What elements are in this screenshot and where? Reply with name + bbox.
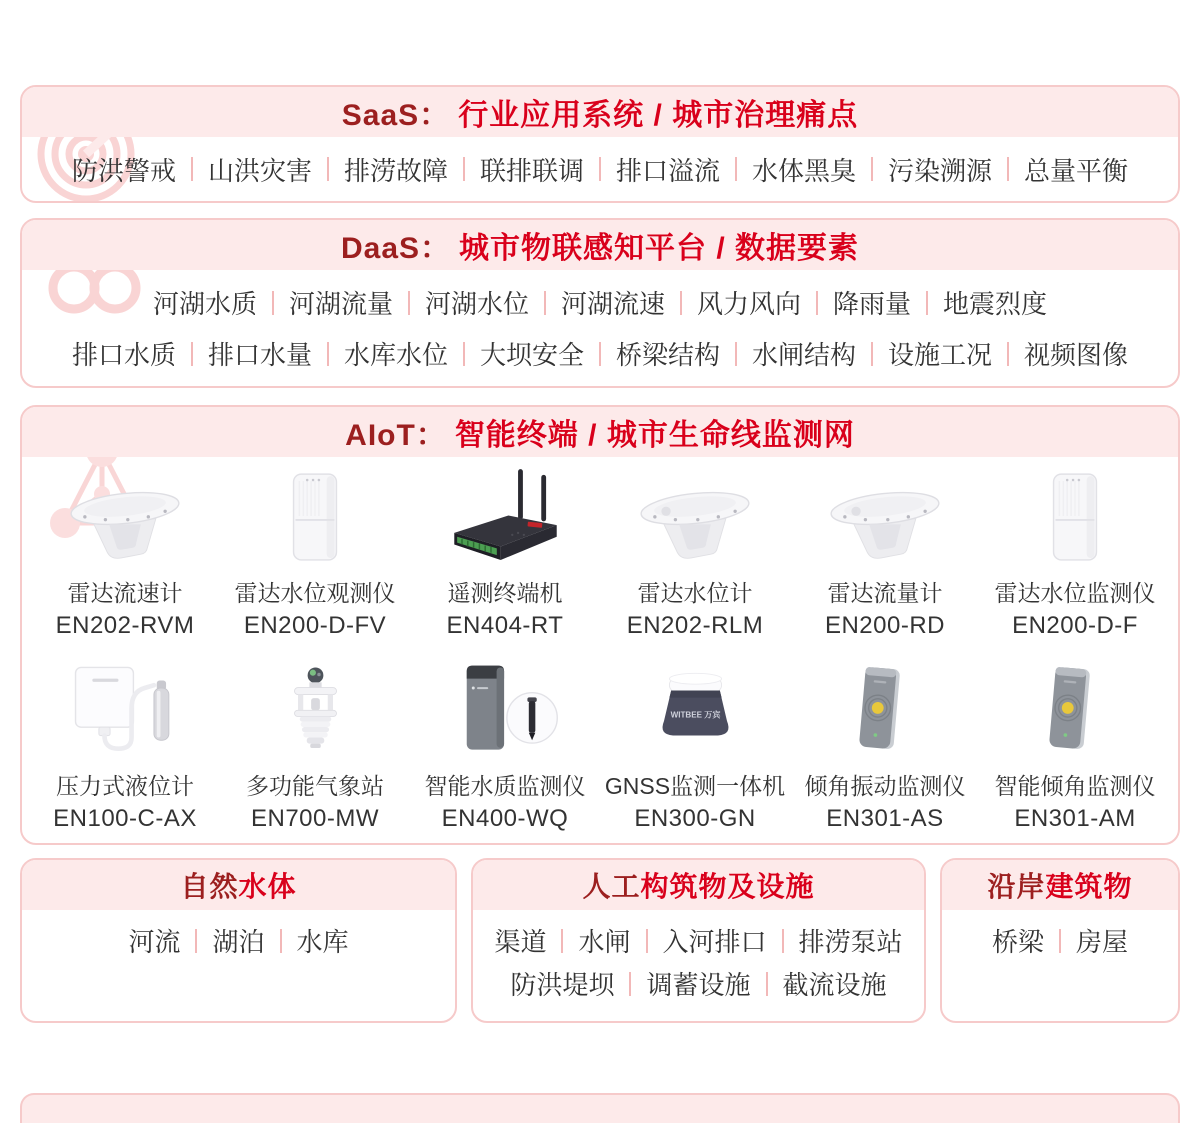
radar-flow-meter-icon bbox=[815, 463, 955, 567]
manmade-structures-row-1 bbox=[473, 922, 924, 959]
item-separator bbox=[463, 157, 465, 181]
item-separator bbox=[871, 157, 873, 181]
aiot-section bbox=[20, 405, 1180, 845]
item-separator bbox=[1007, 157, 1009, 181]
item-separator bbox=[544, 291, 546, 315]
saas-section bbox=[20, 85, 1180, 203]
manmade-structures-box bbox=[471, 858, 926, 1023]
product-model: EN301-AM bbox=[1014, 805, 1136, 832]
product-name: 雷达流速计 bbox=[67, 580, 183, 606]
item-separator bbox=[327, 157, 329, 181]
daas-section bbox=[20, 218, 1180, 388]
radar-flow-velocity-sensor-icon bbox=[55, 463, 195, 567]
list-item: 河湖水质 bbox=[152, 289, 257, 319]
saas-items-row bbox=[72, 151, 1128, 188]
gnss-brand-label: WITBEE 万宾 bbox=[670, 710, 720, 720]
item-separator bbox=[629, 972, 631, 996]
product-name: 多功能气象站 bbox=[246, 773, 384, 799]
weather-station-icon bbox=[263, 656, 368, 760]
saas-title: 行业应用系统 / 城市治理痛点 bbox=[458, 99, 859, 132]
list-item: 地震烈度 bbox=[943, 289, 1048, 319]
infographic-canvas bbox=[20, 85, 1180, 1023]
coastal-buildings-box bbox=[940, 858, 1180, 1023]
item-separator bbox=[327, 342, 329, 366]
list-item: 总量平衡 bbox=[1024, 155, 1129, 186]
gnss-monitor-icon bbox=[628, 656, 763, 760]
bottom-category-row bbox=[20, 858, 1180, 1023]
manmade-structures-title-prefix: 人工 bbox=[582, 871, 641, 902]
list-item: 渠道 bbox=[494, 927, 547, 957]
aiot-product-grid bbox=[22, 457, 1178, 845]
saas-header bbox=[22, 87, 1178, 137]
natural-water-title: 水体 bbox=[238, 871, 297, 902]
list-item: 排口水质 bbox=[71, 340, 176, 370]
item-separator bbox=[191, 157, 193, 181]
product-name: GNSS监测一体机 bbox=[604, 773, 786, 799]
list-item: 水闸 bbox=[578, 927, 631, 957]
daas-header bbox=[22, 220, 1178, 270]
item-separator bbox=[871, 342, 873, 366]
list-item: 桥梁结构 bbox=[616, 340, 721, 370]
product-card bbox=[220, 656, 410, 845]
product-card bbox=[410, 463, 600, 656]
list-item: 大坝安全 bbox=[479, 340, 584, 370]
saas-prefix: SaaS： bbox=[341, 99, 451, 132]
product-name: 智能倾角监测仪 bbox=[994, 773, 1156, 799]
item-separator bbox=[195, 929, 197, 953]
manmade-structures-body bbox=[473, 910, 924, 1002]
item-separator bbox=[191, 342, 193, 366]
product-name: 雷达水位计 bbox=[637, 580, 753, 606]
item-separator bbox=[782, 929, 784, 953]
tilt-sensor-icon bbox=[1025, 656, 1125, 760]
product-card bbox=[30, 463, 220, 656]
coastal-buildings-header bbox=[942, 860, 1178, 910]
daas-title: 城市物联感知平台 / 数据要素 bbox=[459, 232, 860, 265]
list-item: 视频图像 bbox=[1024, 340, 1129, 370]
daas-row-2 bbox=[22, 335, 1178, 372]
radar-level-gauge-icon bbox=[625, 463, 765, 567]
coastal-buildings-items bbox=[942, 922, 1178, 959]
product-card bbox=[410, 656, 600, 845]
item-separator bbox=[816, 291, 818, 315]
list-item: 排涝故障 bbox=[343, 155, 448, 186]
item-separator bbox=[646, 929, 648, 953]
product-name: 遥测终端机 bbox=[447, 580, 563, 606]
aiot-title: 智能终端 / 城市生命线监测网 bbox=[454, 419, 855, 452]
product-card bbox=[30, 656, 220, 845]
list-item: 排口水量 bbox=[207, 340, 312, 370]
list-item: 排涝泵站 bbox=[798, 927, 903, 957]
product-name: 智能水质监测仪 bbox=[424, 773, 586, 799]
product-model: EN100-C-AX bbox=[53, 805, 197, 832]
product-name: 压力式液位计 bbox=[56, 773, 194, 799]
list-item: 河湖流速 bbox=[560, 289, 665, 319]
radar-level-observer-icon bbox=[276, 463, 354, 567]
product-card bbox=[600, 463, 790, 656]
product-model: EN200-D-FV bbox=[243, 612, 387, 639]
product-name: 雷达水位监测仪 bbox=[994, 580, 1156, 606]
item-separator bbox=[599, 342, 601, 366]
list-item: 水闸结构 bbox=[752, 340, 857, 370]
item-separator bbox=[766, 972, 768, 996]
list-item: 入河排口 bbox=[662, 927, 767, 957]
list-item: 联排联调 bbox=[479, 155, 584, 186]
item-separator bbox=[680, 291, 682, 315]
item-separator bbox=[926, 291, 928, 315]
cutoff-section-strip bbox=[20, 1093, 1180, 1123]
coastal-buildings-title: 建筑物 bbox=[1045, 871, 1133, 902]
product-model: EN400-WQ bbox=[441, 805, 569, 832]
product-model: EN200-D-F bbox=[1012, 612, 1138, 639]
list-item: 水体黑臭 bbox=[752, 155, 857, 186]
list-item: 设施工况 bbox=[888, 340, 993, 370]
item-separator bbox=[735, 157, 737, 181]
list-item: 调蓄设施 bbox=[646, 970, 751, 1000]
manmade-structures-row-2 bbox=[473, 965, 924, 1002]
item-separator bbox=[408, 291, 410, 315]
item-separator bbox=[599, 157, 601, 181]
natural-water-title-prefix: 自然 bbox=[180, 871, 239, 902]
item-separator bbox=[1059, 929, 1061, 953]
product-name: 雷达流量计 bbox=[827, 580, 943, 606]
daas-body bbox=[22, 270, 1178, 386]
list-item: 河湖流量 bbox=[288, 289, 393, 319]
list-item: 降雨量 bbox=[833, 289, 912, 319]
coastal-buildings-title-prefix: 沿岸 bbox=[987, 871, 1046, 902]
natural-water-items bbox=[22, 922, 455, 959]
item-separator bbox=[735, 342, 737, 366]
product-card bbox=[790, 656, 980, 845]
product-card bbox=[980, 463, 1170, 656]
daas-prefix: DaaS： bbox=[340, 232, 452, 265]
product-card bbox=[220, 463, 410, 656]
manmade-structures-header bbox=[473, 860, 924, 910]
saas-body bbox=[22, 137, 1178, 201]
manmade-structures-title: 构筑物及设施 bbox=[640, 871, 815, 902]
item-separator bbox=[463, 342, 465, 366]
tilt-vibration-sensor-icon bbox=[835, 656, 935, 760]
item-separator bbox=[280, 929, 282, 953]
item-separator bbox=[561, 929, 563, 953]
natural-water-body bbox=[22, 910, 455, 959]
daas-row-1 bbox=[22, 284, 1178, 321]
list-item: 排口溢流 bbox=[616, 155, 721, 186]
list-item: 防洪堤坝 bbox=[510, 970, 615, 1000]
product-model: EN300-GN bbox=[634, 805, 756, 832]
list-item: 河湖水位 bbox=[424, 289, 529, 319]
product-model: EN700-MW bbox=[250, 805, 380, 832]
list-item: 防洪警戒 bbox=[71, 155, 176, 186]
product-model: EN202-RLM bbox=[626, 612, 764, 639]
list-item: 山洪灾害 bbox=[207, 155, 312, 186]
product-model: EN202-RVM bbox=[55, 612, 195, 639]
product-name: 雷达水位观测仪 bbox=[234, 580, 396, 606]
natural-water-header bbox=[22, 860, 455, 910]
radar-level-monitor-icon bbox=[1036, 463, 1114, 567]
item-separator bbox=[1007, 342, 1009, 366]
list-item: 水库水位 bbox=[343, 340, 448, 370]
telemetry-terminal-icon bbox=[433, 463, 578, 567]
list-item: 污染溯源 bbox=[888, 155, 993, 186]
list-item: 房屋 bbox=[1076, 927, 1129, 957]
list-item: 水库 bbox=[296, 927, 349, 957]
product-card bbox=[790, 463, 980, 656]
product-card bbox=[600, 656, 790, 845]
product-model: EN301-AS bbox=[826, 805, 944, 832]
aiot-header bbox=[22, 407, 1178, 457]
list-item: 河流 bbox=[128, 927, 181, 957]
product-model: EN404-RT bbox=[446, 612, 564, 639]
coastal-buildings-body bbox=[942, 910, 1178, 959]
list-item: 风力风向 bbox=[697, 289, 802, 319]
pressure-level-sensor-icon bbox=[55, 656, 195, 760]
water-quality-monitor-icon bbox=[435, 656, 575, 760]
list-item: 桥梁 bbox=[991, 927, 1044, 957]
product-card bbox=[980, 656, 1170, 845]
product-model: EN200-RD bbox=[824, 612, 946, 639]
product-name: 倾角振动监测仪 bbox=[804, 773, 966, 799]
list-item: 截流设施 bbox=[782, 970, 887, 1000]
item-separator bbox=[272, 291, 274, 315]
aiot-prefix: AIoT： bbox=[345, 419, 447, 452]
list-item: 湖泊 bbox=[212, 927, 265, 957]
natural-water-box bbox=[20, 858, 457, 1023]
